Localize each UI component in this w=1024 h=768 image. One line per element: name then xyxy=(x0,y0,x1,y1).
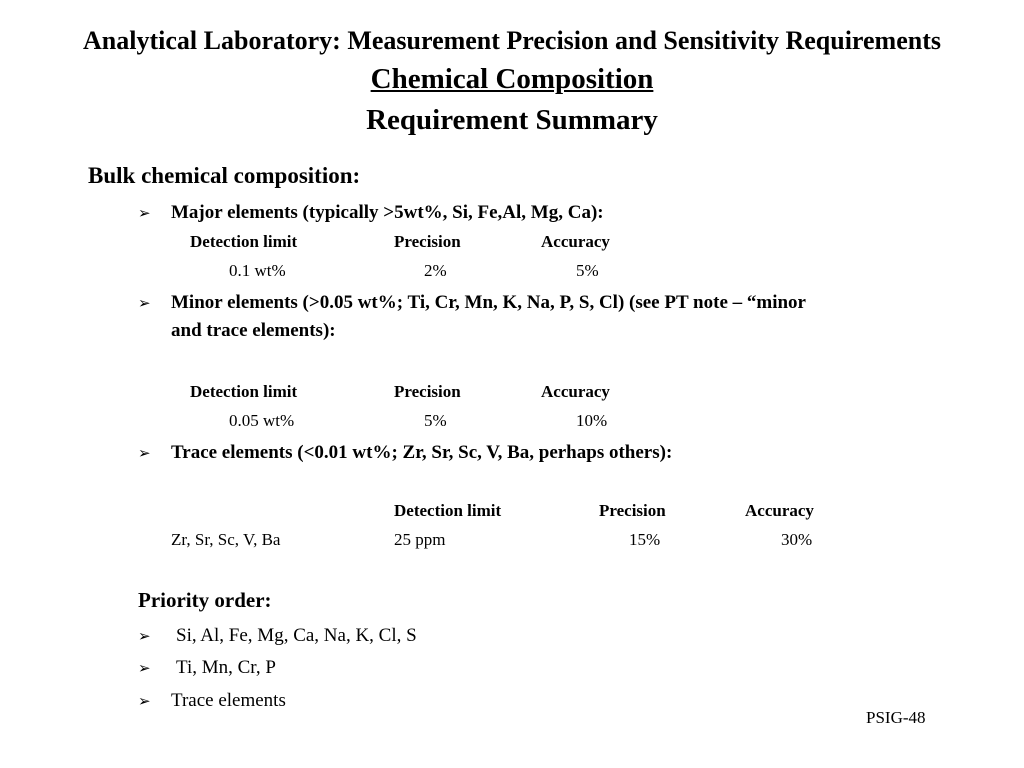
minor-value-accuracy: 10% xyxy=(576,411,608,430)
slide-title: Analytical Laboratory: Measurement Precision and Sensitivity Requirements xyxy=(83,26,941,55)
major-value-precision: 2% xyxy=(424,261,447,280)
bullet-arrow-icon: ➢ xyxy=(138,446,151,462)
slide-subtitle-requirement-summary: Requirement Summary xyxy=(366,104,658,136)
priority-order-heading: Priority order: xyxy=(138,588,272,612)
major-header-detection: Detection limit xyxy=(190,232,298,251)
trace-header-accuracy: Accuracy xyxy=(745,501,814,520)
bullet-arrow-icon: ➢ xyxy=(138,206,151,222)
major-elements-text: Major elements (typically >5wt%, Si, Fe,Al, Mg, Ca): xyxy=(171,202,604,223)
minor-header-precision: Precision xyxy=(394,382,461,401)
priority-item-2: Ti, Mn, Cr, P xyxy=(176,657,276,678)
major-header-precision: Precision xyxy=(394,232,461,251)
minor-elements-text-line1: Minor elements (>0.05 wt%; Ti, Cr, Mn, K, Na, P, S, Cl) (see PT note – “minor xyxy=(171,292,806,313)
priority-item-1: Si, Al, Fe, Mg, Ca, Na, K, Cl, S xyxy=(176,625,417,646)
bullet-arrow-icon: ➢ xyxy=(138,296,151,312)
trace-value-precision: 15% xyxy=(629,530,661,549)
trace-header-precision: Precision xyxy=(599,501,666,520)
major-value-detection: 0.1 wt% xyxy=(229,261,286,280)
slide-footer-id: PSIG-48 xyxy=(866,708,926,727)
trace-elements-text: Trace elements (<0.01 wt%; Zr, Sr, Sc, V, Ba, perhaps others): xyxy=(171,442,673,463)
major-header-accuracy: Accuracy xyxy=(541,232,610,251)
minor-elements-text-line2: and trace elements): xyxy=(171,320,336,341)
minor-value-precision: 5% xyxy=(424,411,447,430)
trace-header-detection: Detection limit xyxy=(394,501,502,520)
minor-header-detection: Detection limit xyxy=(190,382,298,401)
bullet-arrow-icon: ➢ xyxy=(138,694,151,710)
bullet-arrow-icon: ➢ xyxy=(138,661,151,677)
bullet-arrow-icon: ➢ xyxy=(138,629,151,645)
slide-subtitle-chemical-composition: Chemical Composition xyxy=(370,63,654,95)
trace-value-detection: 25 ppm xyxy=(394,530,446,549)
trace-value-accuracy: 30% xyxy=(781,530,813,549)
priority-item-3: Trace elements xyxy=(171,690,286,711)
bulk-composition-heading: Bulk chemical composition: xyxy=(88,163,361,188)
minor-header-accuracy: Accuracy xyxy=(541,382,610,401)
minor-value-detection: 0.05 wt% xyxy=(229,411,295,430)
major-value-accuracy: 5% xyxy=(576,261,599,280)
trace-row-label: Zr, Sr, Sc, V, Ba xyxy=(171,530,281,549)
